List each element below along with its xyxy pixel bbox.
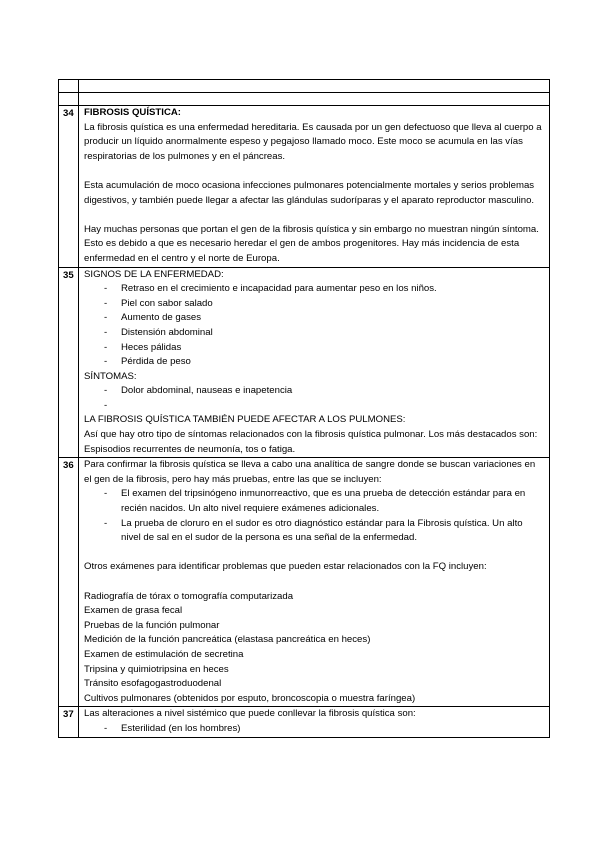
list-item: - Dolor abdominal, nauseas e inapetencia bbox=[104, 384, 544, 399]
list-item: - Heces pálidas bbox=[104, 341, 544, 356]
exam-item: Tripsina y quimiotripsina en heces bbox=[84, 663, 229, 675]
symptoms-heading: SÍNTOMAS: bbox=[84, 370, 137, 382]
list-item: - La prueba de cloruro en el sudor es otro diagnóstico estándar para la Fibrosis quística. Un alto nivel de sal en el sudor de la persona es una señal de la enfermedad. bbox=[104, 517, 544, 546]
content-cell bbox=[79, 93, 550, 106]
list-item bbox=[104, 399, 544, 414]
exam-item: Tránsito esofagogastroduodenal bbox=[84, 678, 222, 690]
table-row bbox=[59, 458, 550, 707]
row-number: 34 bbox=[59, 106, 79, 268]
exam-item: Examen de estimulación de secretina bbox=[84, 648, 244, 660]
symptoms-list bbox=[84, 384, 544, 413]
list-item: - Esterilidad (en los hombres) bbox=[104, 722, 544, 737]
blank-row bbox=[59, 80, 550, 93]
table-row bbox=[59, 106, 550, 268]
exam-item: Examen de grasa fecal bbox=[84, 605, 183, 617]
systemic-list bbox=[84, 722, 544, 737]
exam-item: Radiografía de tórax o tomografía computarizada bbox=[84, 590, 294, 602]
exam-item: Medición de la función pancreática (elastasa pancreática en heces) bbox=[84, 634, 371, 646]
signs-heading: SIGNOS DE LA ENFERMEDAD: bbox=[84, 268, 224, 280]
lungs-heading: LA FIBROSIS QUÍSTICA TAMBIÉN PUEDE AFECTAR A LOS PULMONES: bbox=[84, 414, 406, 426]
tests-list bbox=[84, 487, 544, 545]
blank-row bbox=[59, 93, 550, 106]
content-cell bbox=[79, 458, 550, 707]
exam-item: Pruebas de la función pulmonar bbox=[84, 619, 220, 631]
content-table bbox=[58, 79, 550, 738]
list-item: - Pérdida de peso bbox=[104, 355, 544, 370]
exam-item: Cultivos pulmonares (obtenidos por esputo, broncoscopia o muestra faríngea) bbox=[84, 692, 416, 704]
content-cell bbox=[79, 106, 550, 268]
content-cell bbox=[79, 80, 550, 93]
table-row bbox=[59, 707, 550, 737]
list-item: - Retraso en el crecimiento e incapacidad para aumentar peso en los niños. bbox=[104, 282, 544, 297]
paragraph: Las alteraciones a nivel sistémico que puede conllevar la fibrosis quística son: bbox=[84, 708, 416, 720]
row-number: 37 bbox=[59, 707, 79, 737]
number-cell bbox=[59, 93, 79, 106]
row-number: 36 bbox=[59, 458, 79, 707]
paragraph: Esta acumulación de moco ocasiona infecciones pulmonares potencialmente mortales y serios problemas digestivos, y también puede llegar a afectar las glándulas sudoríparas y el aparato reproductor masculino. bbox=[84, 179, 535, 206]
number-cell bbox=[59, 80, 79, 93]
paragraph: Hay muchas personas que portan el gen de la fibrosis quística y sin embargo no muestran ningún síntoma. Esto es debido a que es necesario heredar el gen de ambos progenitores. Hay más incidencia de esta enfermedad en el centro y el norte de Europa. bbox=[84, 223, 539, 264]
paragraph: La fibrosis quística es una enfermedad hereditaria. Es causada por un gen defectuoso que lleva al cuerpo a producir un líquido anormalmente espeso y pegajoso llamado moco. Este moco se acumula en las vías respiratorias de los pulmones y en el páncreas. bbox=[84, 121, 542, 162]
list-item: - Aumento de gases bbox=[104, 311, 544, 326]
signs-list bbox=[84, 282, 544, 370]
list-item: - Piel con sabor salado bbox=[104, 297, 544, 312]
list-item: - El examen del tripsinógeno inmunorreactivo, que es una prueba de detección estándar para en recién nacidos. Un alto nivel requiere exámenes adicionales. bbox=[104, 487, 544, 516]
paragraph: Otros exámenes para identificar problemas que pueden estar relacionados con la FQ incluyen: bbox=[84, 561, 487, 573]
row-number: 35 bbox=[59, 267, 79, 458]
table-row bbox=[59, 267, 550, 458]
paragraph: Para confirmar la fibrosis quística se lleva a cabo una analítica de sangre donde se buscan variaciones en el gen de la fibrosis, pero hay más pruebas, entre las que se incluyen: bbox=[84, 459, 536, 485]
content-cell bbox=[79, 707, 550, 737]
list-item: - Distensión abdominal bbox=[104, 326, 544, 341]
content-cell bbox=[79, 267, 550, 458]
section-title: FIBROSIS QUÍSTICA: bbox=[84, 107, 182, 118]
paragraph: Así que hay otro tipo de síntomas relacionados con la fibrosis quística pulmonar. Los más destacados son: Espisodios recurrentes de neumonía, tos o fatiga. bbox=[84, 429, 538, 455]
